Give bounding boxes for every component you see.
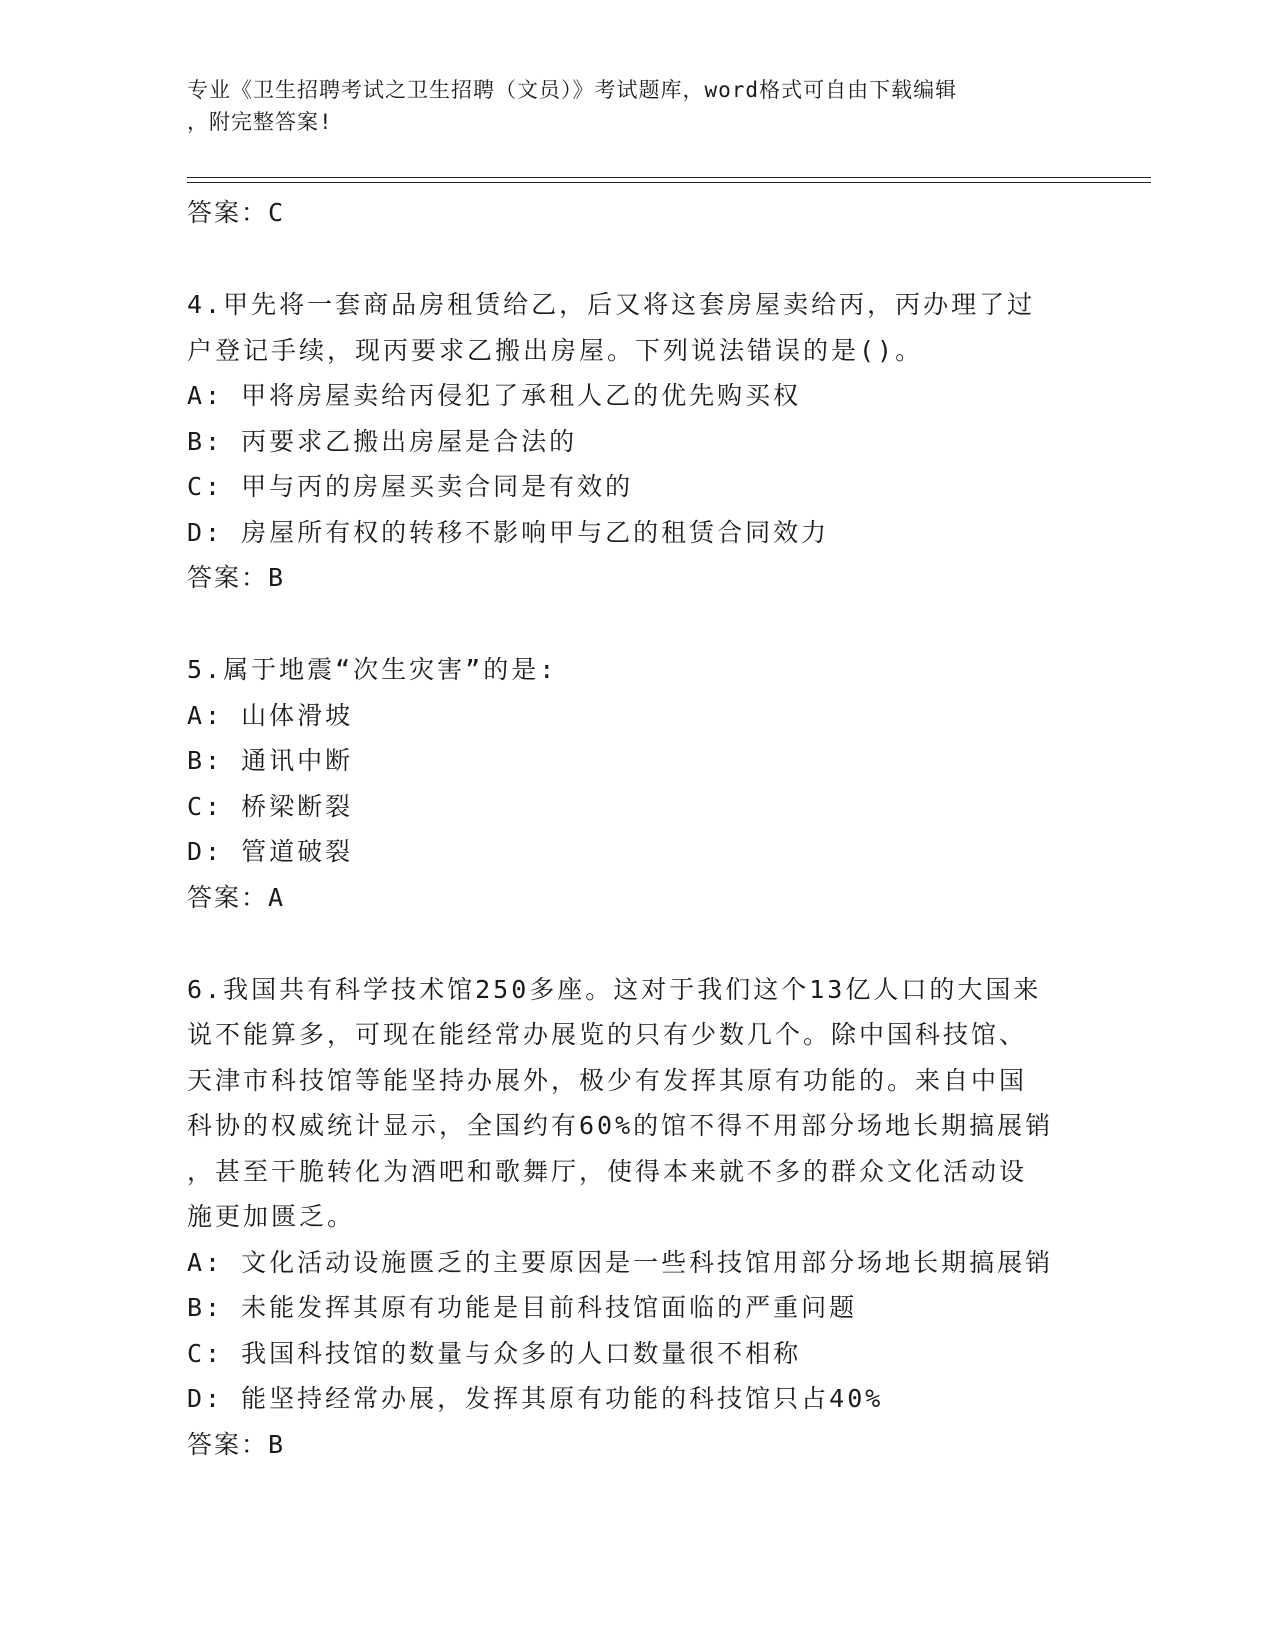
option-d: D: 管道破裂 [187,837,354,866]
header-line-2: ，附完整答案! [187,110,333,134]
document-header [187,74,1087,138]
option-c: C: 甲与丙的房屋买卖合同是有效的 [187,472,634,501]
question-text-line: 天津市科技馆等能坚持办展外，极少有发挥其原有功能的。来自中国 [187,1065,1028,1095]
question-4 [187,282,1087,601]
question-text-line: 施更加匮乏。 [187,1202,356,1231]
option-c: C: 桥梁断裂 [187,791,354,821]
option-c: C: 我国科技馆的数量与众多的人口数量很不相称 [187,1338,802,1368]
option-a: A: 甲将房屋卖给丙侵犯了承租人乙的优先购买权 [187,381,802,410]
question-text-line: ，甚至干脆转化为酒吧和歌舞厅，使得本来就不多的群众文化活动设 [187,1156,1028,1186]
question-text-line: 说不能算多，可现在能经常办展览的只有少数几个。除中国科技馆、 [187,1020,1028,1049]
option-d: D: 房屋所有权的转移不影响甲与乙的租赁合同效力 [187,517,830,547]
question-text-line: 5.属于地震“次生灾害”的是: [187,655,558,684]
question-text-line: 户登记手续，现丙要求乙搬出房屋。下列说法错误的是()。 [187,335,924,365]
previous-answer: 答案：C [187,198,286,227]
option-a: A: 山体滑坡 [187,700,354,730]
answer: 答案：B [187,563,286,592]
option-b: B: 通讯中断 [187,746,354,775]
option-a: A: 文化活动设施匮乏的主要原因是一些科技馆用部分场地长期搞展销 [187,1247,1054,1277]
document-body [187,190,1087,1468]
header-divider-top [187,177,1151,178]
header-line-1: 专业《卫生招聘考试之卫生招聘（文员）》考试题库，word格式可自由下载编辑 [187,78,958,102]
question-text-line: 6.我国共有科学技术馆250多座。这对于我们这个13亿人口的大国来 [187,974,1042,1004]
answer: 答案：B [187,1429,286,1459]
question-6 [187,967,1087,1468]
question-text-line: 科协的权威统计显示，全国约有60%的馆不得不用部分场地长期搞展销 [187,1111,1054,1140]
option-d: D: 能坚持经常办展，发挥其原有功能的科技馆只占40% [187,1384,884,1413]
option-b: B: 未能发挥其原有功能是目前科技馆面临的严重问题 [187,1293,858,1322]
question-5 [187,647,1087,921]
answer: 答案：A [187,882,286,912]
header-divider-bottom [187,182,1151,183]
option-b: B: 丙要求乙搬出房屋是合法的 [187,426,578,456]
question-text-line: 4.甲先将一套商品房租赁给乙，后又将这套房屋卖给丙，丙办理了过 [187,290,1036,319]
